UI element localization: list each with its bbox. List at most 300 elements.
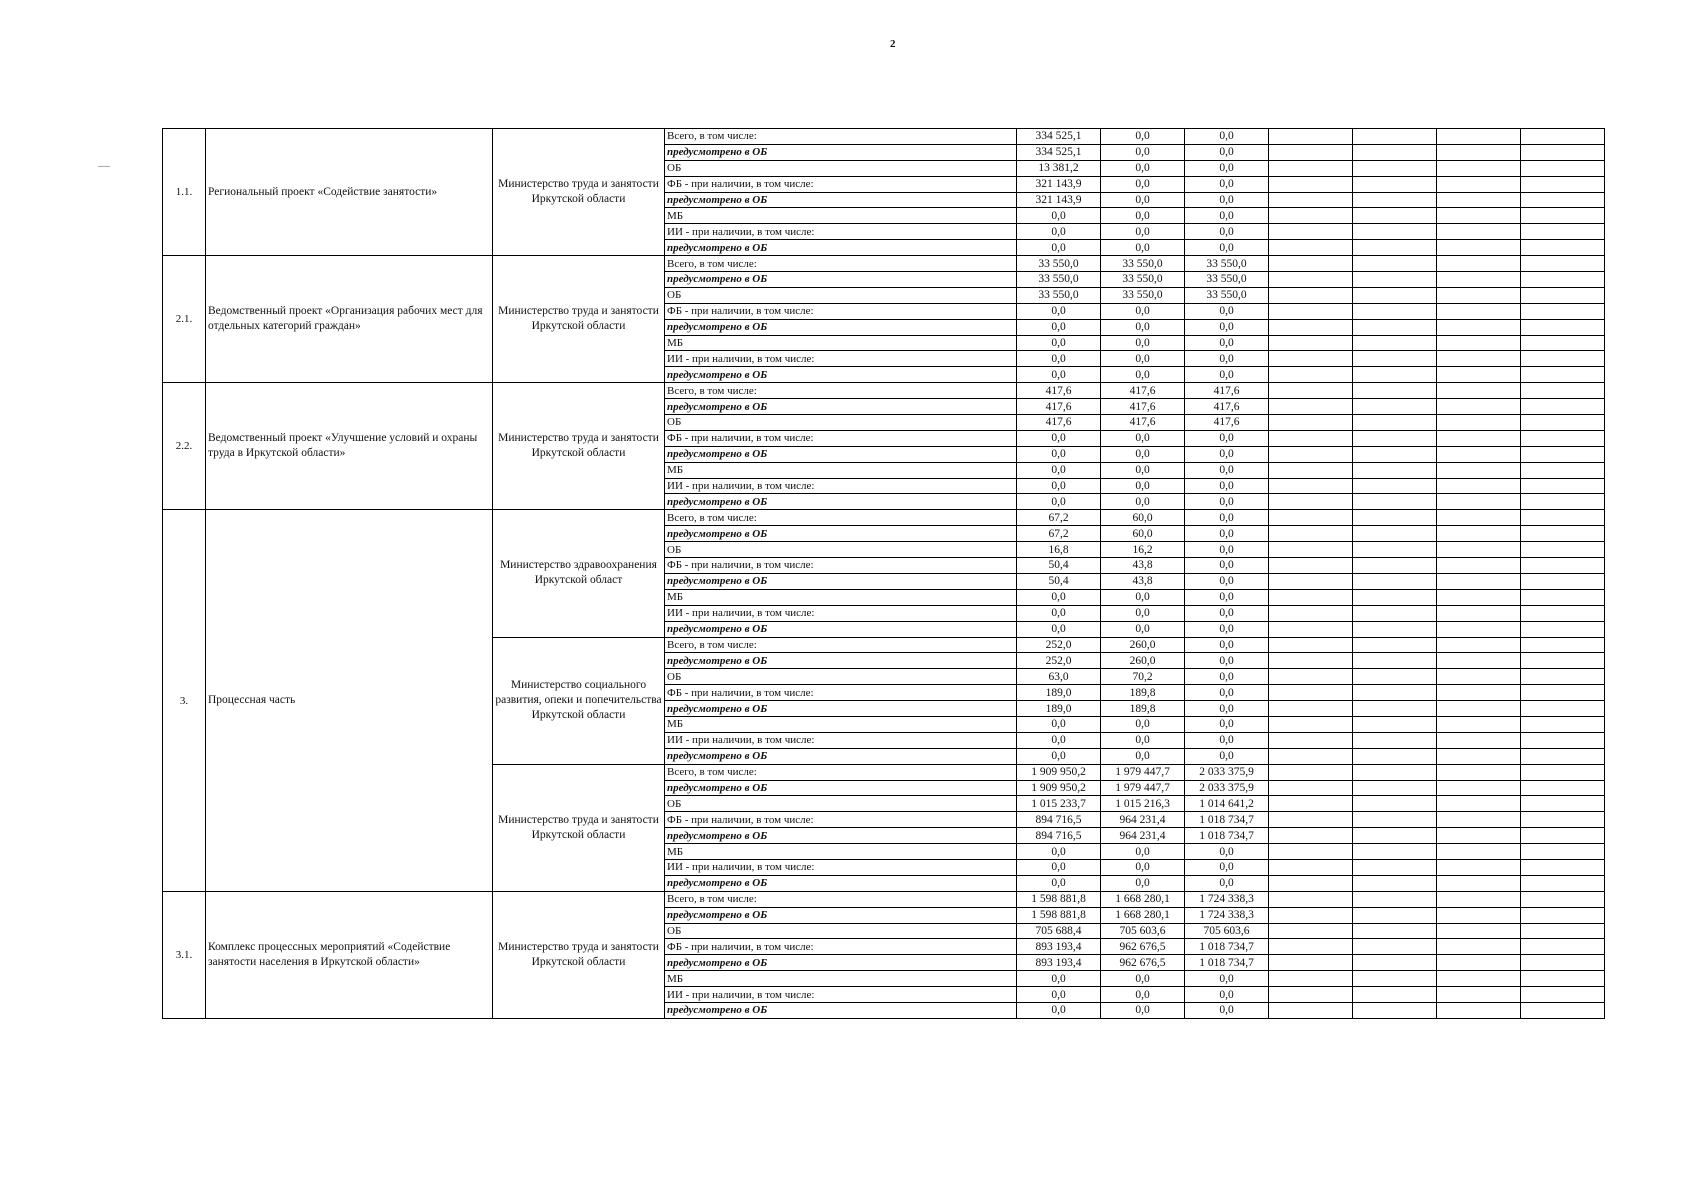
amount-cell: 50,4 [1017,573,1101,589]
empty-cell [1521,240,1605,256]
funding-source-label: предусмотрено в ОБ [665,192,1017,208]
empty-cell [1269,748,1353,764]
amount-cell: 50,4 [1017,558,1101,574]
amount-cell: 0,0 [1185,144,1269,160]
empty-cell [1521,589,1605,605]
empty-cell [1437,430,1521,446]
amount-cell: 0,0 [1185,558,1269,574]
empty-cell [1353,907,1437,923]
empty-cell [1437,558,1521,574]
amount-cell: 1 724 338,3 [1185,907,1269,923]
amount-cell: 0,0 [1017,875,1101,891]
funding-source-label: предусмотрено в ОБ [665,701,1017,717]
empty-cell [1353,415,1437,431]
amount-cell: 0,0 [1185,208,1269,224]
empty-cell [1521,716,1605,732]
funding-source-label: предусмотрено в ОБ [665,955,1017,971]
amount-cell: 0,0 [1017,748,1101,764]
amount-cell: 0,0 [1185,494,1269,510]
empty-cell [1521,287,1605,303]
empty-cell [1437,971,1521,987]
amount-cell: 321 143,9 [1017,192,1101,208]
empty-cell [1521,415,1605,431]
empty-cell [1437,287,1521,303]
empty-cell [1521,176,1605,192]
empty-cell [1269,589,1353,605]
empty-cell [1353,383,1437,399]
amount-cell: 0,0 [1101,160,1185,176]
empty-cell [1269,494,1353,510]
empty-cell [1437,605,1521,621]
amount-cell: 0,0 [1185,621,1269,637]
empty-cell [1353,637,1437,653]
empty-cell [1521,923,1605,939]
funding-source-label: МБ [665,589,1017,605]
empty-cell [1269,1002,1353,1018]
empty-cell [1437,828,1521,844]
empty-cell [1353,764,1437,780]
empty-cell [1269,176,1353,192]
amount-cell: 0,0 [1017,335,1101,351]
empty-cell [1521,891,1605,907]
empty-cell [1437,208,1521,224]
amount-cell: 33 550,0 [1185,287,1269,303]
amount-cell: 189,0 [1017,685,1101,701]
empty-cell [1437,669,1521,685]
empty-cell [1521,430,1605,446]
amount-cell: 964 231,4 [1101,812,1185,828]
empty-cell [1353,923,1437,939]
amount-cell: 1 909 950,2 [1017,764,1101,780]
empty-cell [1521,955,1605,971]
funding-source-label: предусмотрено в ОБ [665,144,1017,160]
empty-cell [1521,685,1605,701]
funding-source-label: предусмотрено в ОБ [665,573,1017,589]
amount-cell: 1 668 280,1 [1101,907,1185,923]
funding-source-label: МБ [665,971,1017,987]
amount-cell: 0,0 [1185,685,1269,701]
table-row [163,129,1605,145]
amount-cell: 13 381,2 [1017,160,1101,176]
amount-cell: 0,0 [1101,335,1185,351]
funding-source-label: ФБ - при наличии, в том числе: [665,558,1017,574]
amount-cell: 1 668 280,1 [1101,891,1185,907]
empty-cell [1521,732,1605,748]
empty-cell [1521,939,1605,955]
empty-cell [1437,685,1521,701]
empty-cell [1521,144,1605,160]
amount-cell: 60,0 [1101,526,1185,542]
empty-cell [1353,971,1437,987]
amount-cell: 2 033 375,9 [1185,764,1269,780]
amount-cell: 334 525,1 [1017,144,1101,160]
empty-cell [1437,462,1521,478]
empty-cell [1521,812,1605,828]
amount-cell: 16,8 [1017,542,1101,558]
empty-cell [1521,224,1605,240]
empty-cell [1353,494,1437,510]
responsible-executor: Министерство труда и занятости Иркутской области [493,256,665,383]
amount-cell: 0,0 [1101,971,1185,987]
table-row [163,383,1605,399]
amount-cell: 0,0 [1101,351,1185,367]
empty-cell [1353,542,1437,558]
empty-cell [1269,208,1353,224]
empty-cell [1269,732,1353,748]
empty-cell [1269,129,1353,145]
empty-cell [1521,478,1605,494]
amount-cell: 0,0 [1185,526,1269,542]
empty-cell [1353,351,1437,367]
empty-cell [1353,335,1437,351]
amount-cell: 417,6 [1101,383,1185,399]
empty-cell [1269,192,1353,208]
empty-cell [1353,129,1437,145]
amount-cell: 0,0 [1185,462,1269,478]
amount-cell: 0,0 [1185,653,1269,669]
empty-cell [1269,637,1353,653]
empty-cell [1437,987,1521,1003]
empty-cell [1269,256,1353,272]
empty-cell [1269,605,1353,621]
empty-cell [1437,144,1521,160]
empty-cell [1353,939,1437,955]
empty-cell [1437,1002,1521,1018]
amount-cell: 1 724 338,3 [1185,891,1269,907]
empty-cell [1521,129,1605,145]
empty-cell [1353,478,1437,494]
empty-cell [1353,367,1437,383]
empty-cell [1437,319,1521,335]
amount-cell: 0,0 [1185,176,1269,192]
empty-cell [1353,430,1437,446]
empty-cell [1269,558,1353,574]
empty-cell [1353,510,1437,526]
empty-cell [1521,272,1605,288]
section-title: Ведомственный проект «Улучшение условий и охраны труда в Иркутской области» [206,383,493,510]
amount-cell: 260,0 [1101,653,1185,669]
budget-table [162,128,1605,1019]
amount-cell: 0,0 [1101,1002,1185,1018]
funding-source-label: ОБ [665,287,1017,303]
empty-cell [1521,367,1605,383]
funding-source-label: предусмотрено в ОБ [665,828,1017,844]
amount-cell: 893 193,4 [1017,939,1101,955]
amount-cell: 0,0 [1101,303,1185,319]
amount-cell: 0,0 [1101,987,1185,1003]
funding-source-label: ФБ - при наличии, в том числе: [665,939,1017,955]
empty-cell [1353,240,1437,256]
funding-source-label: МБ [665,208,1017,224]
amount-cell: 417,6 [1101,399,1185,415]
responsible-executor: Министерство социального развития, опеки и попечительства Иркутской области [493,637,665,764]
funding-source-label: предусмотрено в ОБ [665,780,1017,796]
empty-cell [1521,383,1605,399]
empty-cell [1269,923,1353,939]
empty-cell [1437,272,1521,288]
empty-cell [1353,621,1437,637]
funding-source-label: предусмотрено в ОБ [665,875,1017,891]
empty-cell [1521,859,1605,875]
amount-cell: 0,0 [1185,335,1269,351]
amount-cell: 705 688,4 [1017,923,1101,939]
amount-cell: 705 603,6 [1185,923,1269,939]
amount-cell: 1 979 447,7 [1101,764,1185,780]
empty-cell [1269,335,1353,351]
empty-cell [1353,224,1437,240]
empty-cell [1269,462,1353,478]
amount-cell: 252,0 [1017,653,1101,669]
empty-cell [1353,780,1437,796]
empty-cell [1353,160,1437,176]
responsible-executor: Министерство здравоохранения Иркутской област [493,510,665,637]
empty-cell [1269,939,1353,955]
empty-cell [1437,907,1521,923]
empty-cell [1437,875,1521,891]
empty-cell [1521,446,1605,462]
empty-cell [1269,828,1353,844]
table-row [163,510,1605,526]
funding-source-label: ИИ - при наличии, в том числе: [665,605,1017,621]
amount-cell: 0,0 [1185,192,1269,208]
table-row [163,891,1605,907]
empty-cell [1521,303,1605,319]
empty-cell [1437,192,1521,208]
amount-cell: 0,0 [1101,192,1185,208]
empty-cell [1353,955,1437,971]
empty-cell [1521,558,1605,574]
amount-cell: 0,0 [1017,303,1101,319]
amount-cell: 0,0 [1101,208,1185,224]
empty-cell [1353,272,1437,288]
amount-cell: 33 550,0 [1017,287,1101,303]
budget-table-body [163,129,1605,1019]
amount-cell: 1 018 734,7 [1185,828,1269,844]
empty-cell [1521,828,1605,844]
amount-cell: 334 525,1 [1017,129,1101,145]
amount-cell: 2 033 375,9 [1185,780,1269,796]
responsible-executor: Министерство труда и занятости Иркутской области [493,764,665,891]
empty-cell [1353,844,1437,860]
empty-cell [1437,812,1521,828]
empty-cell [1269,446,1353,462]
amount-cell: 33 550,0 [1101,256,1185,272]
amount-cell: 0,0 [1185,351,1269,367]
amount-cell: 0,0 [1185,367,1269,383]
amount-cell: 0,0 [1185,224,1269,240]
funding-source-label: Всего, в том числе: [665,891,1017,907]
empty-cell [1269,224,1353,240]
funding-source-label: ИИ - при наличии, в том числе: [665,859,1017,875]
funding-source-label: Всего, в том числе: [665,383,1017,399]
empty-cell [1521,605,1605,621]
empty-cell [1521,748,1605,764]
amount-cell: 0,0 [1101,446,1185,462]
empty-cell [1521,780,1605,796]
empty-cell [1353,558,1437,574]
amount-cell: 0,0 [1101,478,1185,494]
empty-cell [1521,192,1605,208]
amount-cell: 1 018 734,7 [1185,955,1269,971]
funding-source-label: ФБ - при наличии, в том числе: [665,430,1017,446]
empty-cell [1521,764,1605,780]
funding-source-label: ОБ [665,796,1017,812]
funding-source-label: предусмотрено в ОБ [665,446,1017,462]
empty-cell [1269,780,1353,796]
empty-cell [1269,907,1353,923]
amount-cell: 893 193,4 [1017,955,1101,971]
empty-cell [1437,129,1521,145]
empty-cell [1437,859,1521,875]
amount-cell: 0,0 [1185,446,1269,462]
empty-cell [1269,987,1353,1003]
amount-cell: 70,2 [1101,669,1185,685]
amount-cell: 1 014 641,2 [1185,796,1269,812]
empty-cell [1353,303,1437,319]
empty-cell [1521,494,1605,510]
empty-cell [1269,367,1353,383]
funding-source-label: МБ [665,335,1017,351]
empty-cell [1353,589,1437,605]
empty-cell [1521,875,1605,891]
amount-cell: 67,2 [1017,510,1101,526]
funding-source-label: ИИ - при наличии, в том числе: [665,224,1017,240]
section-number: 2.1. [163,256,206,383]
empty-cell [1269,669,1353,685]
empty-cell [1521,987,1605,1003]
empty-cell [1269,478,1353,494]
empty-cell [1353,685,1437,701]
section-title: Процессная часть [206,510,493,891]
funding-source-label: предусмотрено в ОБ [665,653,1017,669]
funding-source-label: Всего, в том числе: [665,510,1017,526]
empty-cell [1353,319,1437,335]
funding-source-label: Всего, в том числе: [665,637,1017,653]
funding-source-label: ОБ [665,923,1017,939]
amount-cell: 894 716,5 [1017,812,1101,828]
amount-cell: 0,0 [1101,224,1185,240]
empty-cell [1437,494,1521,510]
empty-cell [1269,844,1353,860]
amount-cell: 0,0 [1017,1002,1101,1018]
empty-cell [1521,1002,1605,1018]
empty-cell [1353,875,1437,891]
empty-cell [1269,891,1353,907]
amount-cell: 33 550,0 [1185,272,1269,288]
amount-cell: 962 676,5 [1101,955,1185,971]
empty-cell [1437,478,1521,494]
responsible-executor: Министерство труда и занятости Иркутской области [493,891,665,1018]
empty-cell [1269,955,1353,971]
empty-cell [1353,192,1437,208]
section-number: 3. [163,510,206,891]
amount-cell: 0,0 [1185,844,1269,860]
amount-cell: 252,0 [1017,637,1101,653]
empty-cell [1353,287,1437,303]
amount-cell: 0,0 [1101,716,1185,732]
amount-cell: 43,8 [1101,573,1185,589]
empty-cell [1269,510,1353,526]
empty-cell [1521,510,1605,526]
empty-cell [1269,160,1353,176]
empty-cell [1437,764,1521,780]
empty-cell [1269,287,1353,303]
amount-cell: 67,2 [1017,526,1101,542]
empty-cell [1521,701,1605,717]
amount-cell: 0,0 [1017,859,1101,875]
empty-cell [1437,939,1521,955]
empty-cell [1269,812,1353,828]
amount-cell: 0,0 [1185,542,1269,558]
empty-cell [1269,383,1353,399]
amount-cell: 1 018 734,7 [1185,812,1269,828]
empty-cell [1437,510,1521,526]
amount-cell: 0,0 [1017,446,1101,462]
empty-cell [1437,891,1521,907]
amount-cell: 0,0 [1017,208,1101,224]
empty-cell [1437,399,1521,415]
amount-cell: 189,8 [1101,685,1185,701]
empty-cell [1353,256,1437,272]
empty-cell [1353,653,1437,669]
amount-cell: 0,0 [1185,748,1269,764]
amount-cell: 43,8 [1101,558,1185,574]
amount-cell: 0,0 [1017,844,1101,860]
empty-cell [1437,351,1521,367]
empty-cell [1521,653,1605,669]
amount-cell: 0,0 [1101,732,1185,748]
funding-source-label: Всего, в том числе: [665,256,1017,272]
empty-cell [1353,669,1437,685]
amount-cell: 417,6 [1017,415,1101,431]
empty-cell [1269,430,1353,446]
amount-cell: 0,0 [1017,971,1101,987]
empty-cell [1437,160,1521,176]
amount-cell: 417,6 [1185,415,1269,431]
amount-cell: 0,0 [1185,430,1269,446]
empty-cell [1437,224,1521,240]
empty-cell [1521,971,1605,987]
amount-cell: 0,0 [1017,732,1101,748]
empty-cell [1353,748,1437,764]
amount-cell: 0,0 [1101,430,1185,446]
funding-source-label: предусмотрено в ОБ [665,748,1017,764]
empty-cell [1437,446,1521,462]
empty-cell [1521,256,1605,272]
empty-cell [1437,844,1521,860]
funding-source-label: предусмотрено в ОБ [665,494,1017,510]
amount-cell: 0,0 [1101,367,1185,383]
empty-cell [1521,907,1605,923]
amount-cell: 0,0 [1101,605,1185,621]
scan-mark [98,166,110,167]
empty-cell [1269,573,1353,589]
funding-source-label: предусмотрено в ОБ [665,907,1017,923]
empty-cell [1353,526,1437,542]
amount-cell: 0,0 [1017,462,1101,478]
empty-cell [1437,542,1521,558]
amount-cell: 0,0 [1017,589,1101,605]
empty-cell [1353,446,1437,462]
empty-cell [1521,208,1605,224]
amount-cell: 0,0 [1101,462,1185,478]
funding-source-label: МБ [665,716,1017,732]
empty-cell [1437,176,1521,192]
empty-cell [1353,716,1437,732]
empty-cell [1269,653,1353,669]
empty-cell [1269,319,1353,335]
amount-cell: 33 550,0 [1101,272,1185,288]
